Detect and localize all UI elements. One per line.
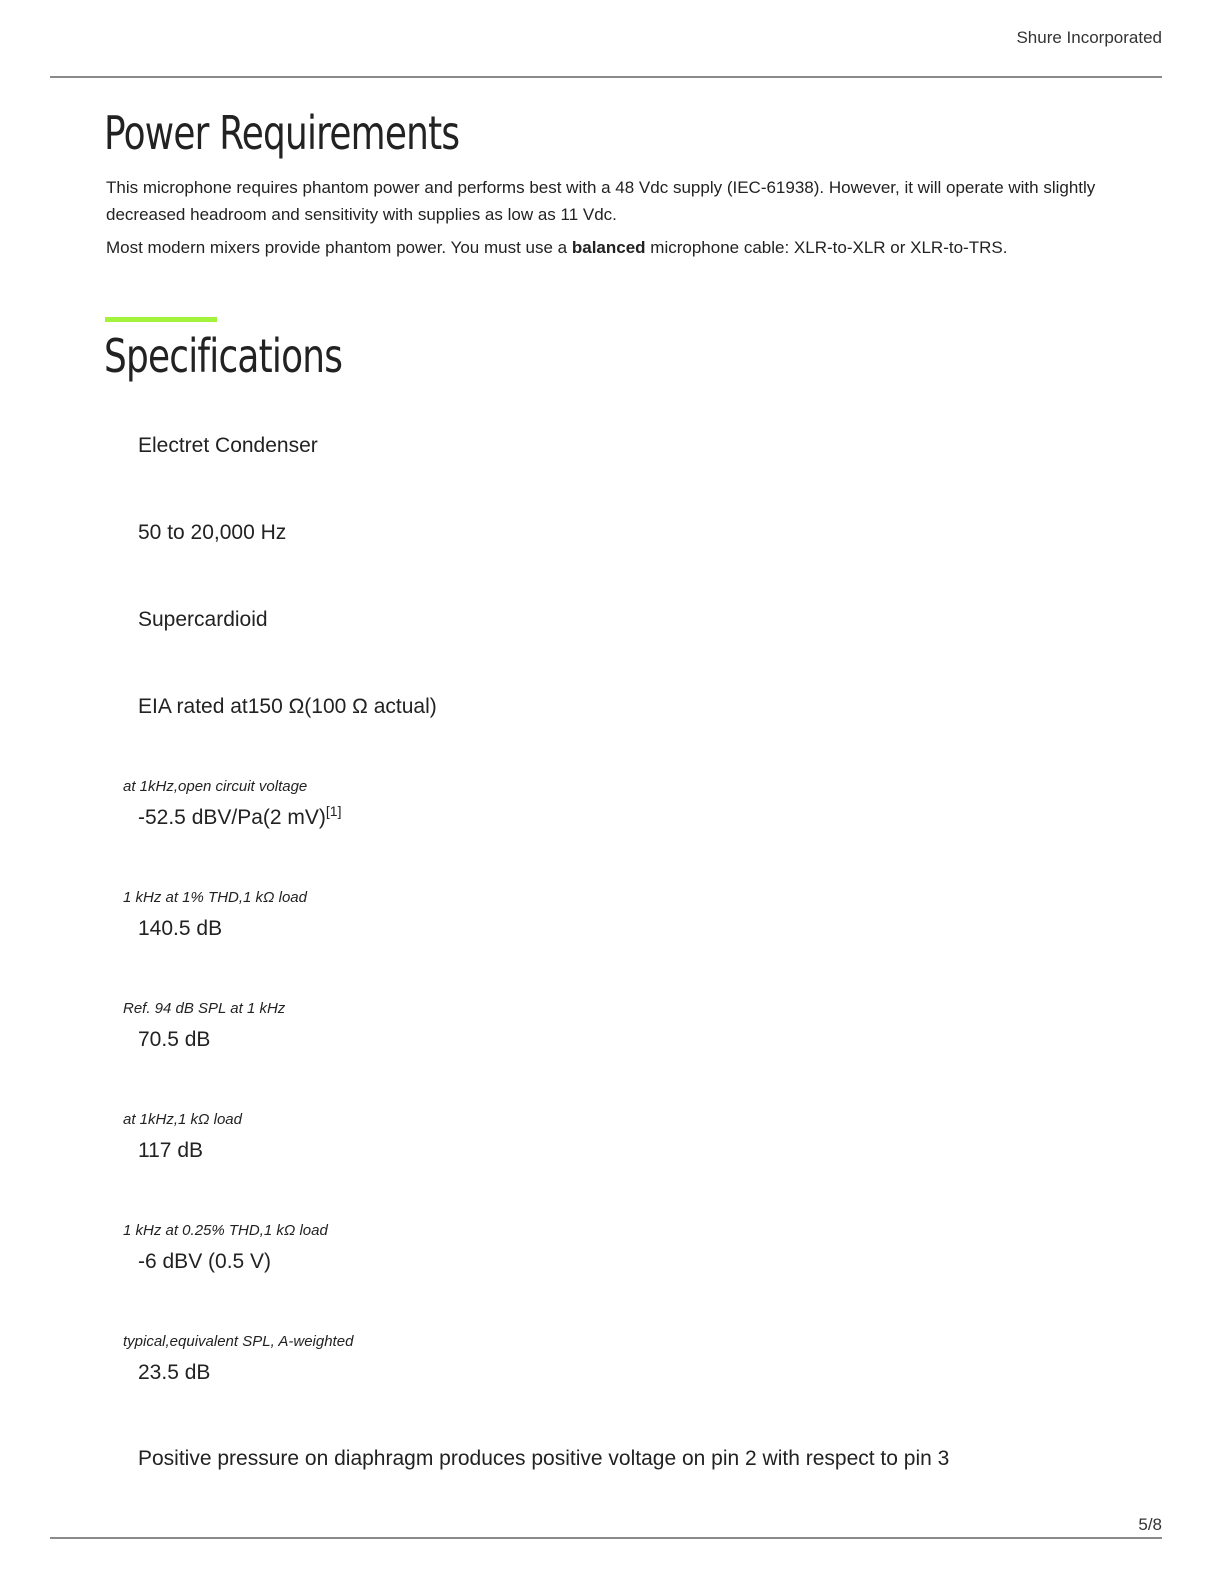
spec-value-clipping-level: -6 dBV (0.5 V)	[138, 1250, 272, 1273]
spec-note-signal-to-noise: Ref. 94 dB SPL at 1 kHz	[123, 1000, 286, 1017]
balanced-emphasis: balanced	[571, 238, 646, 257]
power-paragraph-2-end: microphone cable: XLR-to-XLR or XLR-to-TRS.	[645, 238, 1008, 257]
spec-note-self-noise: typical,equivalent SPL, A-weighted	[123, 1333, 354, 1350]
spec-note-sensitivity: at 1kHz,open circuit voltage	[123, 778, 308, 795]
footnote-marker[interactable]: [1]	[325, 803, 342, 819]
spec-value-frequency-response: 50 to 20,000 Hz	[138, 521, 287, 544]
specifications-heading: Specifications	[104, 329, 343, 383]
spec-value-max-spl: 140.5 dB	[138, 917, 223, 940]
power-paragraph-1: This microphone requires phantom power and performs best with a 48 Vdc supply (IEC-61938). However, it will operate with slightly decreased headroom and sensitivity with supplies as low as 11 Vdc.	[106, 178, 1096, 224]
spec-note-max-spl: 1 kHz at 1% THD,1 kΩ load	[123, 889, 307, 906]
spec-value-dynamic-range: 117 dB	[138, 1139, 203, 1162]
spec-note-clipping-level: 1 kHz at 0.25% THD,1 kΩ load	[123, 1222, 328, 1239]
power-requirements-heading: Power Requirements	[104, 106, 460, 160]
spec-value-signal-to-noise: 70.5 dB	[138, 1028, 211, 1051]
section-accent-bar	[105, 317, 217, 322]
spec-value-polarity: Positive pressure on diaphragm produces positive voltage on pin 2 with respect to pin 3	[138, 1447, 950, 1470]
page-number: 5/8	[1138, 1515, 1162, 1534]
spec-value-self-noise: 23.5 dB	[138, 1361, 211, 1384]
spec-value-output-impedance: EIA rated at150 Ω(100 Ω actual)	[138, 695, 437, 718]
spec-value-sensitivity-text: -52.5 dBV/Pa(2 mV)	[138, 806, 326, 829]
power-paragraph-2-start: Most modern mixers provide phantom power. You must use a	[106, 238, 572, 257]
spec-value-sensitivity	[138, 803, 342, 830]
header-divider	[50, 76, 1162, 78]
header-company-name: Shure Incorporated	[1016, 28, 1162, 47]
power-paragraph-2	[106, 234, 1136, 261]
spec-note-dynamic-range: at 1kHz,1 kΩ load	[123, 1111, 242, 1128]
spec-value-cartridge-type: Electret Condenser	[138, 434, 318, 457]
spec-value-polar-pattern: Supercardioid	[138, 608, 268, 631]
footer-divider	[50, 1537, 1162, 1539]
